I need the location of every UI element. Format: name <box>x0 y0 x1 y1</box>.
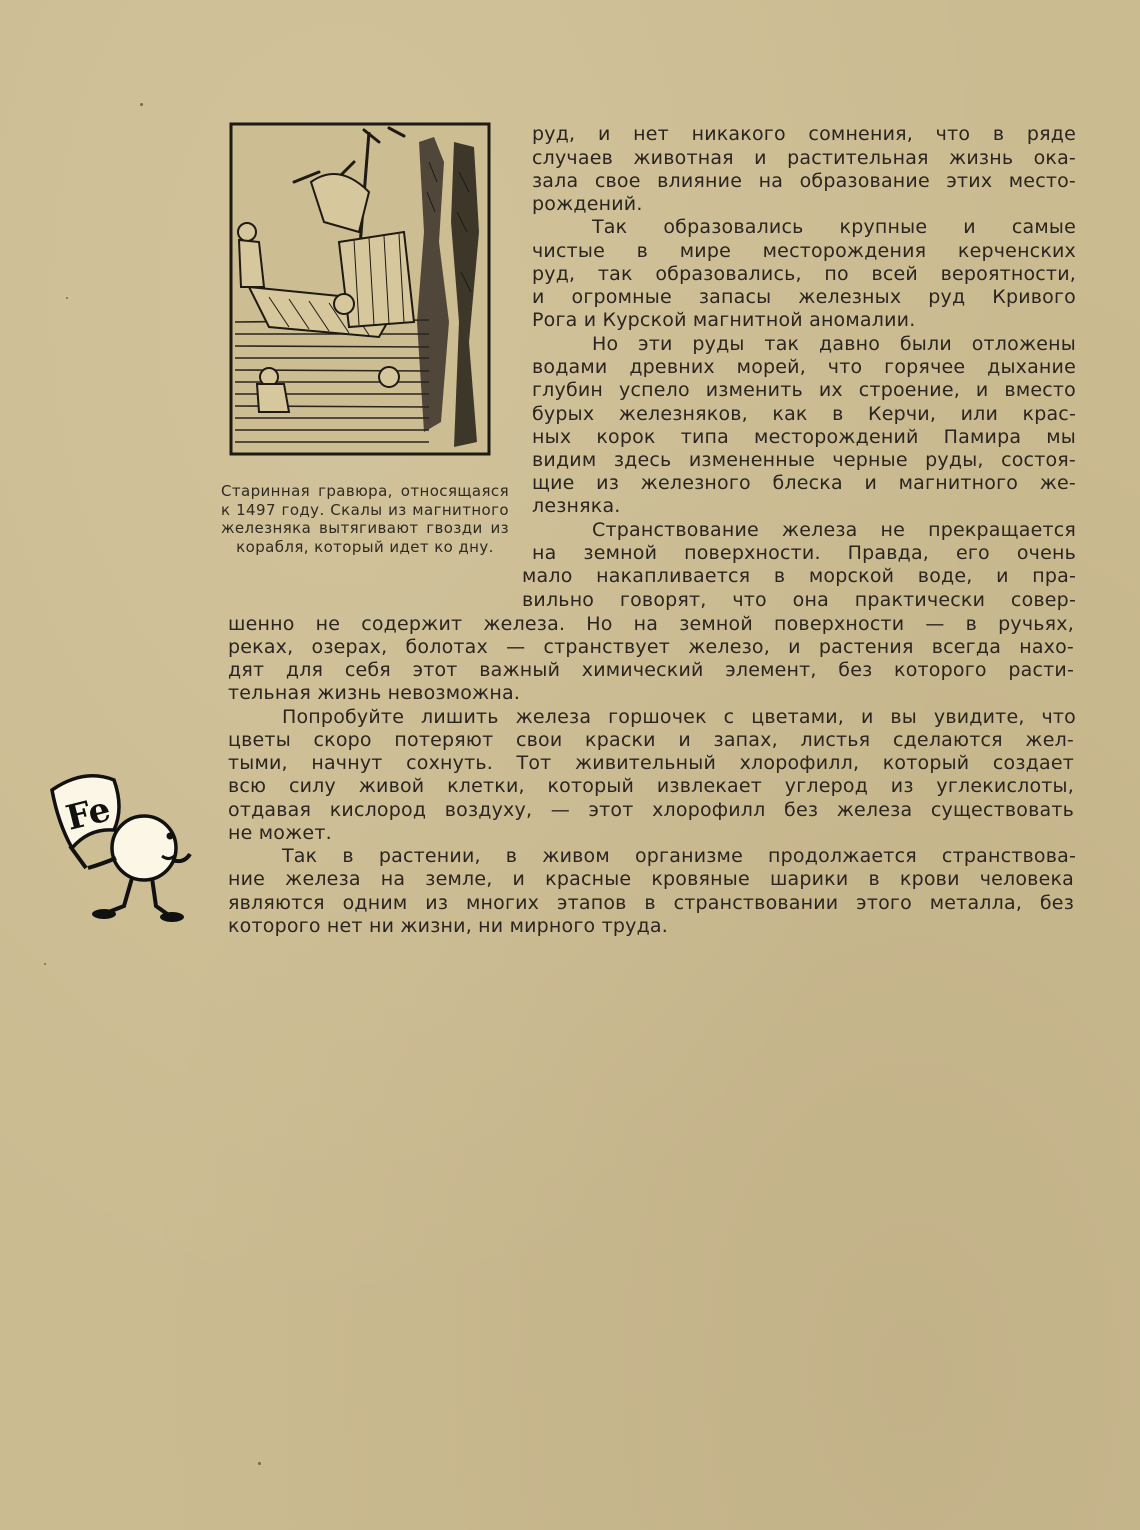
text-line: цветы скоро потеряют свои краски и запах, листья сделаются жел- <box>228 729 1074 751</box>
text-line: Рога и Курской магнитной аномалии. <box>532 309 916 331</box>
text-line: являются одним из многих этапов в странствовании этого металла, без <box>228 892 1074 914</box>
text-line: лезняка. <box>532 495 621 517</box>
text-line: реках, озерах, болотах — странствует железо, и растения всегда нахо- <box>228 636 1074 658</box>
text-line: шенно не содержит железа. Но на земной поверхности — в ручьях, <box>228 613 1074 635</box>
text-line: щие из железного блеска и магнитного же- <box>532 472 1076 494</box>
fe-mascot-icon <box>44 768 204 928</box>
text-line: ных корок типа месторождений Памира мы <box>532 426 1076 448</box>
text-line: дят для себя этот важный химический элемент, без которого расти- <box>228 659 1074 681</box>
text-line: руд, так образовались, по всей вероятности, <box>532 263 1076 285</box>
text-line: рождений. <box>532 193 643 215</box>
paper-speck <box>140 103 143 106</box>
text-line: вильно говорят, что она практически совер- <box>522 589 1076 611</box>
text-line: тыми, начнут сохнуть. Тот живительный хлорофилл, который создает <box>228 752 1074 774</box>
text-line: глубин успело изменить их строение, и вместо <box>532 379 1076 401</box>
text-line: мало накапливается в морской воде, и пра- <box>522 565 1076 587</box>
text-line: руд, и нет никакого сомнения, что в ряде <box>532 123 1076 145</box>
text-line: не может. <box>228 822 332 844</box>
text-line: Странствование железа не прекращается <box>592 519 1076 541</box>
text-line: Но эти руды так давно были отложены <box>592 333 1076 355</box>
paper-speck <box>66 297 68 299</box>
text-line: Так в растении, в живом организме продолжается странствова- <box>282 845 1076 867</box>
engraving-illustration <box>229 122 491 456</box>
text-line: ние железа на земле, и красные кровяные шарики в крови человека <box>228 868 1074 890</box>
text-line: случаев животная и растительная жизнь ока- <box>532 147 1076 169</box>
fe-label: Fe <box>62 789 115 839</box>
text-line: бурых железняков, как в Керчи, или крас- <box>532 403 1076 425</box>
paper-speck <box>44 963 46 965</box>
text-line: водами древних морей, что горячее дыхание <box>532 356 1076 378</box>
text-line: отдавая кислород воздуху, — этот хлорофилл без железа существовать <box>228 799 1074 821</box>
text-line: Попробуйте лишить железа горшочек с цветами, и вы увидите, что <box>282 706 1076 728</box>
text-line: и огромные запасы железных руд Кривого <box>532 286 1076 308</box>
paper-speck <box>258 1462 261 1465</box>
text-line: всю силу живой клетки, который извлекает углерод из углекислоты, <box>228 775 1074 797</box>
text-line: тельная жизнь невозможна. <box>228 682 521 704</box>
engraving-caption: Старинная гравюра, относящаяся к 1497 году. Скалы из магнитного железняка вытягивают гвозди из корабля, который идет ко дну. <box>221 482 509 556</box>
text-line: чистые в мире месторождения керченских <box>532 240 1076 262</box>
text-line: видим здесь измененные черные руды, состоя- <box>532 449 1076 471</box>
text-line: Так образовались крупные и самые <box>592 216 1076 238</box>
text-line: на земной поверхности. Правда, его очень <box>532 542 1076 564</box>
text-line: зала свое влияние на образование этих место- <box>532 170 1076 192</box>
text-line: которого нет ни жизни, ни мирного труда. <box>228 915 669 937</box>
